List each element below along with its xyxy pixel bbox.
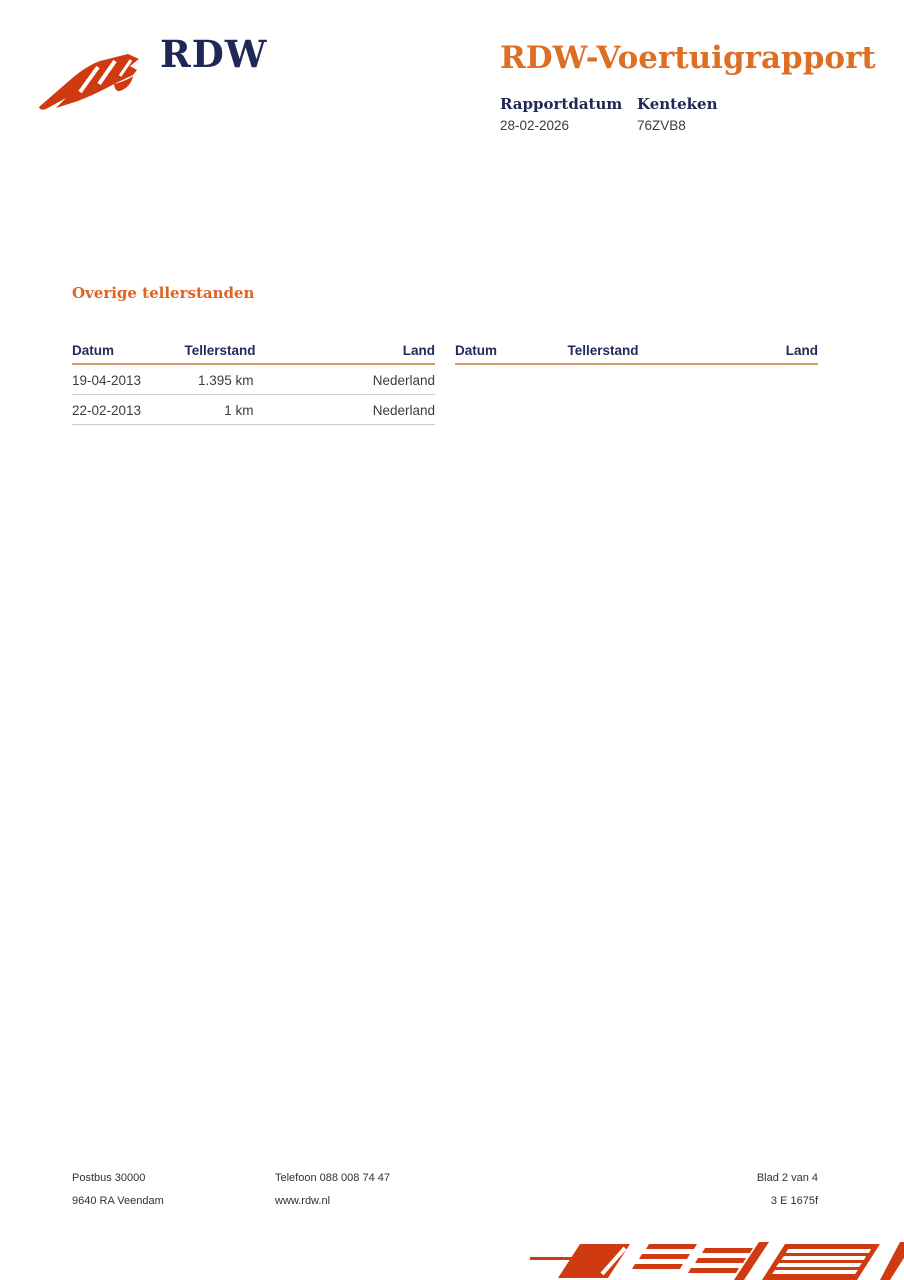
footer-phone: Telefoon 088 008 74 47: [275, 1172, 390, 1184]
footer-address: [72, 1167, 164, 1213]
cell-datum: 22-02-2013: [72, 395, 185, 425]
kenteken-label: Kenteken: [637, 95, 718, 113]
footer-contact: [275, 1167, 390, 1213]
tellerstanden-table-right: [455, 341, 818, 365]
footer-postbus: Postbus 30000: [72, 1172, 146, 1184]
footer-city: 9640 RA Veendam: [72, 1195, 164, 1207]
kenteken-value: 76ZVB8: [637, 118, 686, 133]
rdw-wing-icon: [36, 50, 146, 118]
rapportdatum-label: Rapportdatum: [500, 95, 623, 113]
table-header-row: [72, 341, 435, 364]
cell-tellerstand: 1.395 km: [185, 364, 254, 395]
column-header-tellerstand: Tellerstand: [185, 341, 254, 364]
table-header-row: [455, 341, 818, 364]
footer-website: www.rdw.nl: [275, 1195, 331, 1207]
table-row: [72, 395, 435, 425]
column-header-datum: Datum: [72, 341, 185, 364]
section-heading-overige-tellerstanden: Overige tellerstanden: [72, 284, 255, 302]
cell-datum: 19-04-2013: [72, 364, 185, 395]
cell-tellerstand: 1 km: [185, 395, 254, 425]
table-row: [72, 364, 435, 395]
rdw-logo-text: RDW: [160, 32, 268, 76]
cell-land: Nederland: [253, 395, 435, 425]
rdw-wing-pattern-icon: [530, 1236, 904, 1280]
column-header-tellerstand: Tellerstand: [568, 341, 637, 364]
footer-pagination: [757, 1167, 818, 1213]
column-header-land: Land: [253, 341, 435, 364]
cell-land: Nederland: [253, 364, 435, 395]
footer-form-code: 3 E 1675f: [770, 1195, 818, 1207]
column-header-datum: Datum: [455, 341, 568, 364]
page-title: RDW-Voertuigrapport: [500, 40, 876, 76]
tellerstanden-table-left: [72, 341, 435, 425]
rapportdatum-value: 28-02-2026: [500, 118, 570, 133]
footer-page-indicator: Blad 2 van 4: [756, 1172, 818, 1184]
column-header-land: Land: [636, 341, 818, 364]
